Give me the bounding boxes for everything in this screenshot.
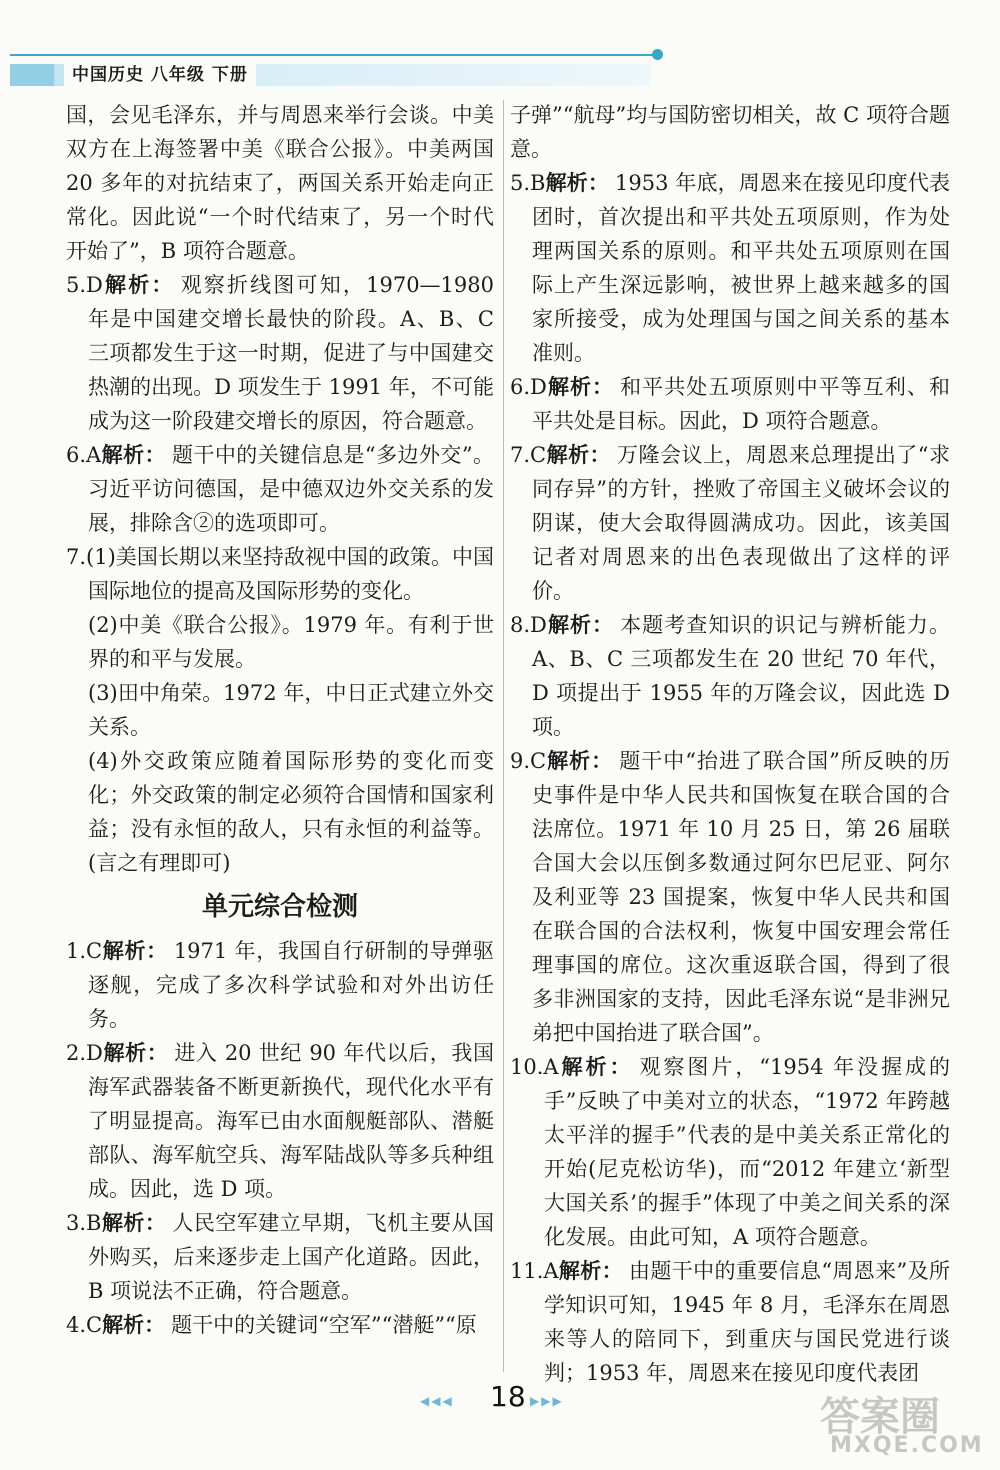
analysis-label: 解析： — [558, 1055, 634, 1079]
answer-number: 1.C — [66, 939, 103, 963]
header-dot — [652, 49, 663, 60]
sub-answer: (3)田中角荣。1972 年，中日正式建立外交关系。 — [88, 681, 494, 739]
answer-text: 题干中的关键信息是“多边外交”。习近平访问德国，是中德双边外交关系的发展，排除含②的选项即可。 — [88, 443, 494, 535]
header-rule — [10, 54, 660, 56]
answer-number: 10.A — [510, 1055, 559, 1079]
analysis-label: 解析： — [545, 171, 610, 195]
answer-item — [66, 540, 494, 608]
page-header — [0, 42, 700, 90]
footer-arrow-left-icon: ◀◀◀ — [420, 1394, 454, 1408]
right-column — [510, 98, 950, 1390]
answer-item — [510, 1254, 950, 1390]
watermark — [820, 1385, 990, 1465]
analysis-label: 解析： — [102, 1041, 169, 1065]
answer-text: 观察折线图可知，1970—1980 年是中国建交增长最快的阶段。A、B、C 三项都发生于这一时期，促进了与中国建交热潮的出现。D 项发生于 1991 年，不可能成为这一阶段建交增长的原因，符合题意。 — [88, 273, 495, 433]
answer-number: 3.B — [66, 1211, 102, 1235]
answer-number: 2.D — [66, 1041, 103, 1065]
answer-text: 观察图片，“1954 年没握成的手”反映了中美对立的状态，“1972 年跨越太平洋的握手”代表的是中美关系正常化的开始(尼克松访华)，而“2012 年建立‘新型大国关系’的握手”体现了中美之间关系的深化发展。由此可知，A 项符合题意。 — [544, 1055, 951, 1249]
answer-item — [510, 744, 950, 1050]
answer-item — [510, 438, 950, 608]
answer-text: 1971 年，我国自行研制的导弹驱逐舰，完成了多次科学试验和对外出访任务。 — [88, 939, 495, 1031]
section-title: 单元综合检测 — [201, 892, 358, 922]
answer-text: 进入 20 世纪 90 年代以后，我国海军武器装备不断更新换代，现代化水平有了明显提高。海军已由水面舰艇部队、潜艇部队、海军航空兵、海军陆战队等多兵种组成。因此，选 D 项。 — [88, 1041, 494, 1201]
answer-item — [66, 934, 494, 1036]
column-divider — [503, 100, 504, 1372]
analysis-label: 解析： — [546, 443, 612, 467]
answer-number: 8.D — [510, 613, 547, 637]
answer-text: 1953 年底，周恩来在接见印度代表团时，首次提出和平共处五项原则，作为处理两国关系的原则。和平共处五项原则在国际上产生深远影响，被世界上越来越多的国家所接受，成为处理国与国之间关系的基本准则。 — [532, 171, 951, 365]
answer-number: 4.C — [66, 1313, 103, 1337]
answer-number: 7. — [66, 545, 87, 569]
analysis-label: 解析： — [546, 375, 615, 399]
analysis-label: 解析： — [102, 939, 168, 963]
answer-item — [510, 370, 950, 438]
answer-text: (1)美国长期以来坚持敌视中国的政策。中国国际地位的提高及国际形势的变化。 — [86, 545, 494, 603]
answer-text: 本题考查知识的识记与辨析能力。A、B、C 三项都发生在 20 世纪 70 年代，D 项提出于 1955 年的万隆会议，因此选 D 项。 — [532, 613, 950, 739]
answer-text: 由题干中的重要信息“周恩来”及所学知识可知，1945 年 8 月，毛泽东在周恩来等人的陪同下，到重庆与国民党进行谈判；1953 年，周恩来在接见印度代表团 — [544, 1259, 950, 1385]
analysis-label: 解析： — [546, 613, 615, 637]
answer-item — [510, 1050, 950, 1254]
answer-number: 11.A — [510, 1259, 559, 1283]
answer-number: 6.D — [510, 375, 547, 399]
answer-text: 题干中的关键词“空军”“潜艇”“原 — [171, 1313, 477, 1337]
answer-text: 万隆会议上，周恩来总理提出了“求同存异”的方针，挫败了帝国主义破坏会议的阴谋，使大会取得圆满成功。因此，该美国记者对周恩来的出色表现做出了这样的评价。 — [532, 443, 950, 603]
analysis-label: 解析： — [558, 1259, 624, 1283]
watermark-bottom: MXQE.COM — [830, 1433, 984, 1458]
answer-item — [510, 608, 950, 744]
sub-answer: (4)外交政策应随着国际形势的变化而变化；外交政策的制定必须符合国情和国家利益；没有永恒的敌人，只有永恒的利益等。(言之有理即可) — [88, 749, 494, 875]
answer-number: 9.C — [510, 749, 547, 773]
footer-arrow-right-icon: ▶▶▶ — [530, 1394, 564, 1408]
continued-text: 国，会见毛泽东，并与周恩来举行会谈。中美双方在上海签署中美《联合公报》。中美两国 20 多年的对抗结束了，两国关系开始走向正常化。因此说“一个时代结束了，另一个时代开始了”，B 项符合题意。 — [66, 103, 494, 263]
analysis-label: 解析： — [102, 273, 175, 297]
answer-text: 题干中“抬进了联合国”所反映的历史事件是中华人民共和国恢复在联合国的合法席位。1971 年 10 月 25 日，第 26 届联合国大会以压倒多数通过阿尔巴尼亚、阿尔及利亚等 23 国提案，恢复中华人民共和国在联合国的合法权利，恢复中国安理会常任理事国的席位。这次重返联合国，得到了很多非洲国家的支持，因此毛泽东说“是非洲兄弟把中国抬进了联合国”。 — [532, 749, 950, 1045]
answer-item — [66, 1206, 494, 1308]
analysis-label: 解析： — [546, 749, 614, 773]
answer-number: 5.D — [66, 273, 103, 297]
answer-number: 5.B — [510, 171, 546, 195]
continued-text: 子弹”“航母”均与国防密切相关，故 C 项符合题意。 — [510, 103, 950, 161]
header-accent-block — [10, 64, 54, 86]
answer-number: 7.C — [510, 443, 547, 467]
answer-item — [66, 438, 494, 540]
header-title: 中国历史 八年级 下册 — [64, 64, 256, 86]
analysis-label: 解析： — [102, 1313, 166, 1337]
answer-text: 人民空军建立早期，飞机主要从国外购买，后来逐步走上国产化道路。因此，B 项说法不正确，符合题意。 — [88, 1211, 495, 1303]
answer-item — [510, 166, 950, 370]
answer-item — [66, 268, 494, 438]
watermark-top: 答案圈 — [820, 1394, 940, 1440]
left-column — [66, 98, 494, 1342]
analysis-label: 解析： — [101, 443, 166, 467]
sub-answer: (2)中美《联合公报》。1979 年。有利于世界的和平与发展。 — [88, 613, 494, 671]
analysis-label: 解析： — [101, 1211, 167, 1235]
answer-number: 6.A — [66, 443, 102, 467]
answer-item — [66, 1036, 494, 1206]
page-number: 18 — [490, 1380, 526, 1413]
answer-item — [66, 1308, 494, 1342]
answer-text: 和平共处五项原则中平等互利、和平共处是目标。因此，D 项符合题意。 — [532, 375, 950, 433]
